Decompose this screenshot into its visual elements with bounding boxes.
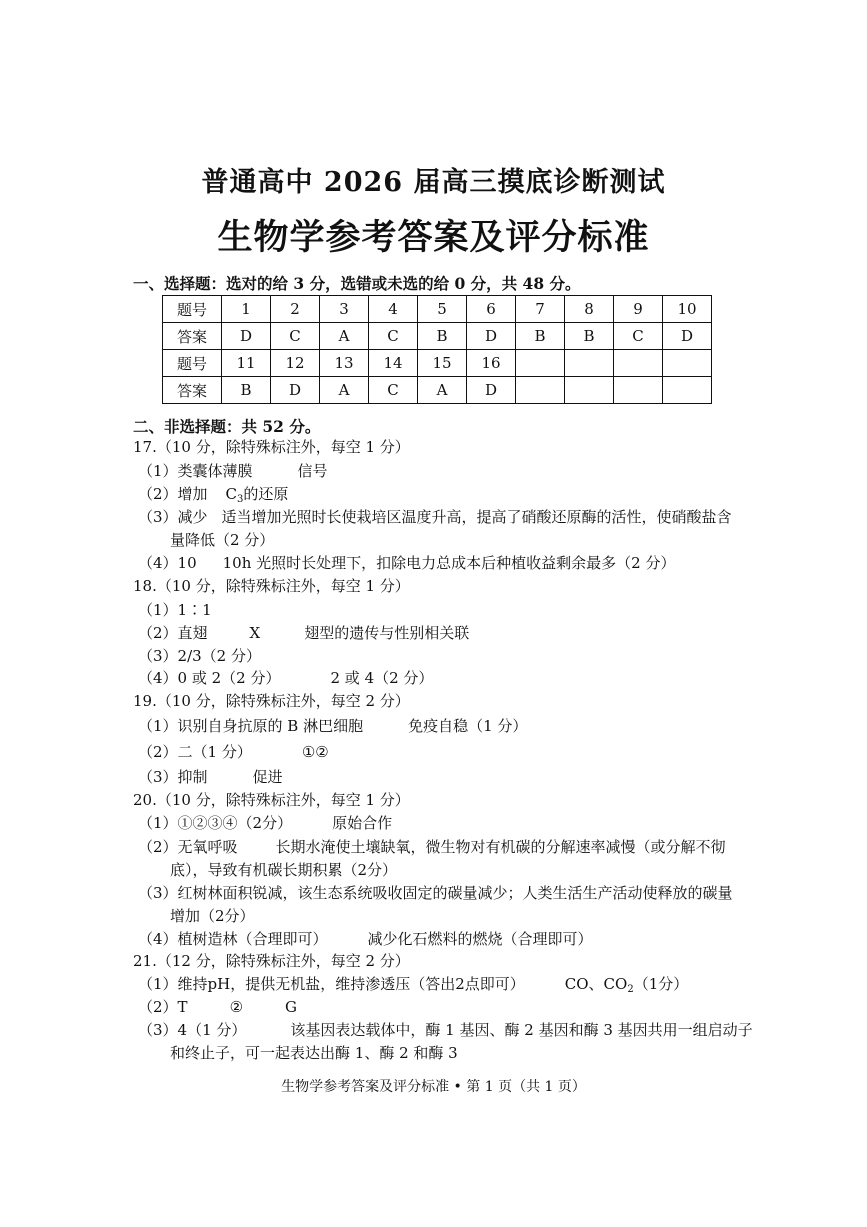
answer-table-cell xyxy=(565,377,614,404)
q19-heading: 19.（10 分，除特殊标注外，每空 2 分） xyxy=(133,692,410,710)
q17-line3 xyxy=(138,507,732,527)
answer-table-cell: 5 xyxy=(418,296,467,323)
answer-table-cell: 2 xyxy=(271,296,320,323)
q20-answer-2b: 长期水淹使土壤缺氧，微生物对有机碳的分解速率减慢（或分解不彻 xyxy=(275,838,726,856)
q18-line1: （1）1∶1 xyxy=(138,601,212,619)
answer-table-cell xyxy=(614,350,663,377)
q20-heading: 20.（10 分，除特殊标注外，每空 1 分） xyxy=(133,791,410,809)
q20-answer-4b: 减少化石燃料的燃烧（合理即可） xyxy=(367,930,593,948)
q18-line2 xyxy=(138,623,469,643)
q21-heading: 21.（12 分，除特殊标注外，每空 2 分） xyxy=(133,952,410,970)
q21-answer-1a: （1）维持pH，提供无机盐，维持渗透压（答出2点即可） xyxy=(138,975,525,993)
q21-answer-1b: CO、$CO_2(1$分） xyxy=(564,975,689,995)
q21-line3-cont: 和终止子，可一起表达出酶 1、酶 2 和酶 3 xyxy=(170,1044,458,1062)
section2-heading: 二、非选择题：共 52 分。 xyxy=(133,417,321,436)
q21-answer-3a: （3）4（1 分） xyxy=(138,1021,247,1039)
answer-table-cell: C xyxy=(271,323,320,350)
answer-table-row xyxy=(163,350,712,377)
q17-answer-2b: $C_3$的还原 xyxy=(225,485,289,505)
q19-line2 xyxy=(138,742,329,762)
answer-table xyxy=(162,295,712,404)
q17-heading: 17.（10 分，除特殊标注外，每空 1 分） xyxy=(133,438,410,456)
answer-table-cell: 10 xyxy=(663,296,712,323)
answer-table-cell: C xyxy=(369,323,418,350)
q21-answer-2b: ② xyxy=(229,998,244,1016)
answer-table-cell: 11 xyxy=(222,350,271,377)
q17-line3-cont: 量降低（2 分） xyxy=(170,531,275,549)
page-footer: 生物学参考答案及评分标准 • 第 1 页（共 1 页） xyxy=(281,1079,586,1095)
q20-line2 xyxy=(138,837,726,857)
section1-heading: 一、选择题：选对的给 3 分，选错或未选的给 0 分，共 48 分。 xyxy=(133,274,581,293)
q20-line2-cont: 底），导致有机碳长期积累（2分） xyxy=(170,861,398,879)
q17-answer-1a: （1）类囊体薄膜 xyxy=(138,462,253,480)
answer-table-row xyxy=(163,323,712,350)
q19-line1 xyxy=(138,716,527,736)
q17-answer-4b: 10h 光照时长处理下，扣除电力总成本后种植收益剩余最多（2 分） xyxy=(222,554,676,572)
q19-answer-3a: （3）抑制 xyxy=(138,768,208,786)
answer-table-cell: 15 xyxy=(418,350,467,377)
answer-table-header-cell: 答案 xyxy=(163,377,222,404)
q17-answer-4a: （4）10 xyxy=(138,554,197,572)
answer-table-cell: D xyxy=(271,377,320,404)
answer-table-cell: B xyxy=(565,323,614,350)
answer-table-cell: D xyxy=(467,323,516,350)
q21-answer-3b: 该基因表达载体中，酶 1 基因、酶 2 基因和酶 3 基因共用一组启动子 xyxy=(290,1021,753,1039)
q19-answer-1a: （1）识别自身抗原的 B 淋巴细胞 xyxy=(138,717,364,735)
answer-table-cell: 1 xyxy=(222,296,271,323)
exam-title: 普通高中 2026 届高三摸底诊断测试 xyxy=(201,167,666,198)
q18-answer-2c: 翅型的遗传与性别相关联 xyxy=(304,624,470,642)
answer-table-cell: 16 xyxy=(467,350,516,377)
q18-answer-4b: 2 或 4（2 分） xyxy=(330,669,434,687)
q19-answer-3b: 促进 xyxy=(252,768,283,786)
q20-answer-2a: （2）无氧呼吸 xyxy=(138,838,238,856)
answer-table-cell: D xyxy=(467,377,516,404)
answer-table-cell: B xyxy=(516,323,565,350)
q17-answer-1b: 信号 xyxy=(297,462,328,480)
q17-answer-2a: （2）增加 xyxy=(138,485,208,503)
answer-table-cell: 12 xyxy=(271,350,320,377)
q17-answer-3b: 适当增加光照时长使栽培区温度升高，提高了硝酸还原酶的活性，使硝酸盐含 xyxy=(221,508,732,526)
q20-answer-1b: 原始合作 xyxy=(332,814,393,832)
answer-table-cell: 4 xyxy=(369,296,418,323)
answer-table-cell: 9 xyxy=(614,296,663,323)
answer-table-row xyxy=(163,377,712,404)
answer-table-cell xyxy=(614,377,663,404)
answer-table-cell: 7 xyxy=(516,296,565,323)
answer-table-cell xyxy=(516,377,565,404)
q21-answer-2a: （2）T xyxy=(138,998,188,1016)
answer-table-cell: A xyxy=(320,323,369,350)
q21-line3 xyxy=(138,1020,753,1040)
q17-line1 xyxy=(138,461,328,481)
q21-line2 xyxy=(138,997,297,1017)
answer-table-cell: A xyxy=(320,377,369,404)
answer-table-cell: 13 xyxy=(320,350,369,377)
q18-heading: 18.（10 分，除特殊标注外，每空 1 分） xyxy=(133,577,410,595)
answer-table-cell: D xyxy=(222,323,271,350)
answer-table-header-cell: 题号 xyxy=(163,350,222,377)
document-title: 生物学参考答案及评分标准 xyxy=(217,217,650,258)
answer-table-row xyxy=(163,296,712,323)
q18-line4 xyxy=(138,668,433,688)
q19-answer-2a: （2）二（1 分） xyxy=(138,743,252,761)
q19-answer-1b: 免疫自稳（1 分） xyxy=(408,717,528,735)
answer-table-cell xyxy=(663,350,712,377)
answer-table-cell: D xyxy=(663,323,712,350)
answer-table-cell: 8 xyxy=(565,296,614,323)
answer-table-cell xyxy=(663,377,712,404)
answer-table-cell xyxy=(565,350,614,377)
q18-answer-2b: X xyxy=(249,624,261,642)
q20-line4 xyxy=(138,929,593,949)
q19-line3 xyxy=(138,767,283,787)
q20-line3-cont: 增加（2分） xyxy=(170,907,255,925)
q19-answer-2b: ①② xyxy=(301,743,329,761)
q18-line3: （3）2/3（2 分） xyxy=(138,647,261,665)
answer-table-cell: 3 xyxy=(320,296,369,323)
q18-answer-2a: （2）直翅 xyxy=(138,624,208,642)
answer-table-cell: 6 xyxy=(467,296,516,323)
q21-answer-2c: G xyxy=(285,998,297,1016)
answer-table-cell: C xyxy=(614,323,663,350)
answer-table-cell: 14 xyxy=(369,350,418,377)
answer-table-header-cell: 题号 xyxy=(163,296,222,323)
answer-table-cell: C xyxy=(369,377,418,404)
q17-line4 xyxy=(138,553,675,573)
q20-answer-4a: （4）植树造林（合理即可） xyxy=(138,930,328,948)
q20-answer-1a: （1）①②③④（2分） xyxy=(138,814,293,832)
answer-table-cell: B xyxy=(418,323,467,350)
q18-answer-4a: （4）0 或 2（2 分） xyxy=(138,669,281,687)
q17-answer-3a: （3）减少 xyxy=(138,508,208,526)
q20-line3: （3）红树林面积锐减，该生态系统吸收固定的碳量减少；人类生活生产活动使释放的碳量 xyxy=(138,884,733,902)
answer-table-cell: A xyxy=(418,377,467,404)
answer-table-header-cell: 答案 xyxy=(163,323,222,350)
q20-line1 xyxy=(138,813,392,833)
answer-table-cell: B xyxy=(222,377,271,404)
answer-table-cell xyxy=(516,350,565,377)
